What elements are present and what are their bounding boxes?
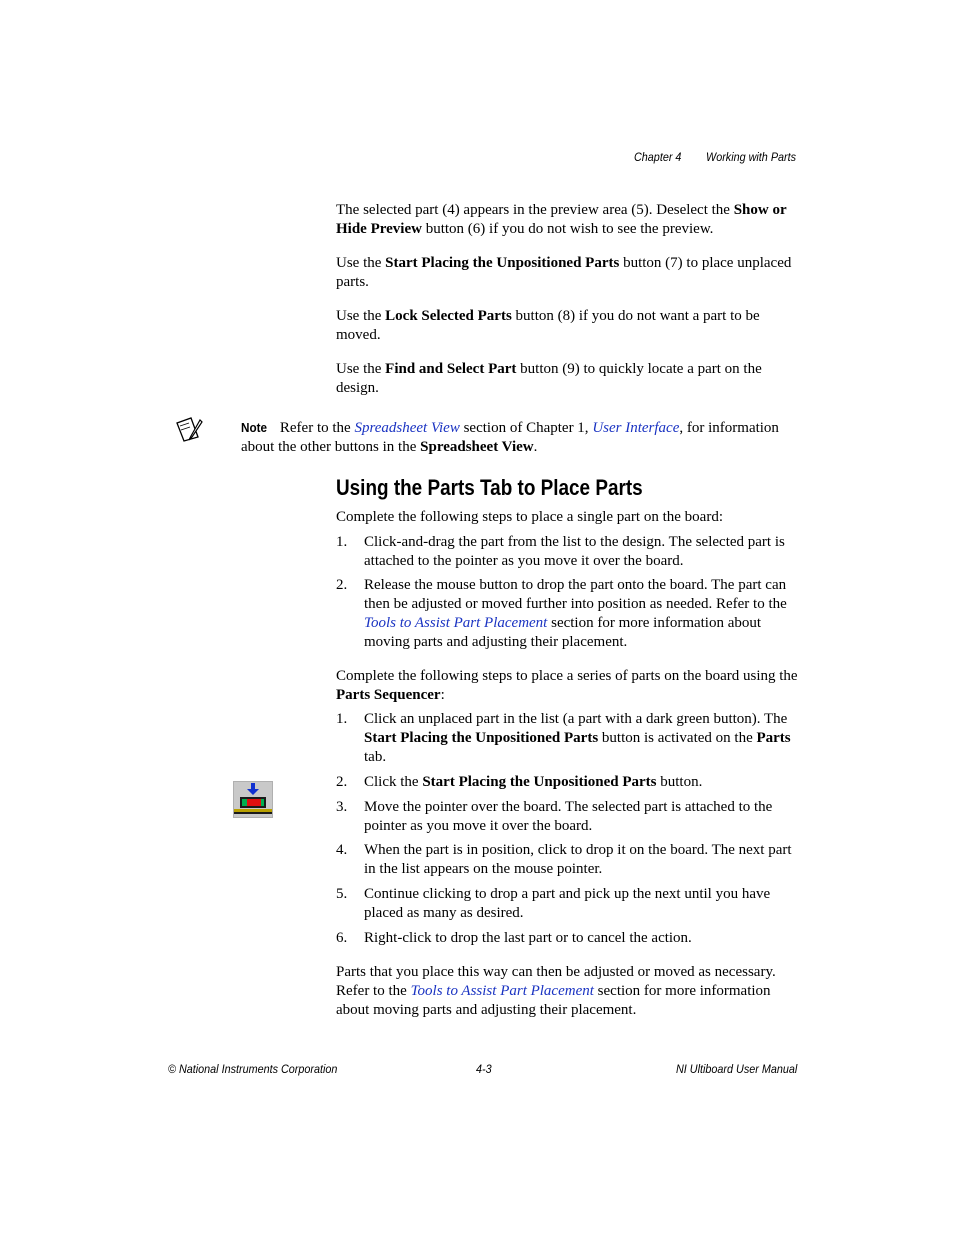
step-text: Click-and-drag the part from the list to the design. The selected part is attached to the pointer as you move it over the board. [364,534,785,569]
bold-term: Show or Hide Preview [336,202,787,237]
note-pencil-icon [174,415,204,443]
closing-paragraph: Parts that you place this way can then be adjusted or moved as necessary. Refer to the Tools to Assist Part Placement section for more information about moving parts and adjusting their placement. [336,964,776,1018]
step-number: 1. [336,711,348,727]
series-intro: Complete the following steps to place a series of parts on the board using the Parts Sequencer: [336,668,798,703]
step-text: Click an unplaced part in the list (a part with a dark green button). The Start Placing the Unpositioned Parts button is activated on the Parts tab. [364,711,791,765]
bold-term: Lock Selected Parts [385,308,512,324]
step-text: Continue clicking to drop a part and pick up the next until you have placed as many as desired. [364,886,771,921]
step-text: Release the mouse button to drop the part onto the board. The part can then be adjusted or moved further into position as needed. Refer to the Tools to Assist Part Placement section for more information about moving parts and adjusting their placement. [364,577,787,650]
step-text: When the part is in position, click to drop it on the board. The next part in the list appears on the mouse pointer. [364,842,792,877]
footer-manual-title: NI Ultiboard User Manual [676,1062,798,1076]
cross-reference-link[interactable]: Spreadsheet View [354,420,460,436]
step-number: 2. [336,577,348,593]
intro-paragraph: Use the Find and Select Part button (9) to quickly locate a part on the design. [336,361,762,396]
bold-term: Find and Select Part [385,361,517,377]
step-number: 6. [336,930,348,946]
intro-paragraph: Use the Start Placing the Unpositioned Parts button (7) to place unplaced parts. [336,255,792,290]
cross-reference-link[interactable]: Tools to Assist Part Placement [364,615,548,631]
step-text: Click the Start Placing the Unpositioned Parts button. [364,774,703,790]
bold-term: Parts Sequencer [336,687,441,703]
step-number: 5. [336,886,348,902]
page-number: 4-3 [476,1062,492,1076]
cross-reference-link[interactable]: Tools to Assist Part Placement [410,983,594,999]
step-number: 4. [336,842,348,858]
chapter-title: Working with Parts [706,150,797,164]
start-placing-unpositioned-parts-icon [233,781,273,818]
section-title: Using the Parts Tab to Place Parts [336,475,643,500]
step-number: 2. [336,774,348,790]
intro-paragraph: Use the Lock Selected Parts button (8) if you do not want a part to be moved. [336,308,760,343]
step-text: Move the pointer over the board. The selected part is attached to the pointer as you move it over the board. [364,799,773,834]
note-block [241,418,801,457]
bold-term: Start Placing the Unpositioned Parts [364,730,599,746]
step-number: 3. [336,799,348,815]
bold-term: Start Placing the Unpositioned Parts [422,774,657,790]
note-text: Refer to the Spreadsheet View section of Chapter 1, User Interface, for information about the other buttons in the Spreadsheet View. [241,420,779,455]
step-text: Right-click to drop the last part or to cancel the action. [364,930,692,946]
note-label: Note [241,420,268,435]
footer-copyright: © National Instruments Corporation [168,1062,338,1076]
cross-reference-link[interactable]: User Interface [592,420,680,436]
bold-term: Spreadsheet View [420,439,534,455]
step-number: 1. [336,534,348,550]
bold-term: Start Placing the Unpositioned Parts [385,255,620,271]
single-part-intro: Complete the following steps to place a single part on the board: [336,509,723,525]
bold-term: Parts [756,730,791,746]
chapter-label: Chapter 4 [634,150,682,164]
intro-paragraph: The selected part (4) appears in the preview area (5). Deselect the Show or Hide Preview button (6) if you do not wish to see the preview. [336,202,787,237]
